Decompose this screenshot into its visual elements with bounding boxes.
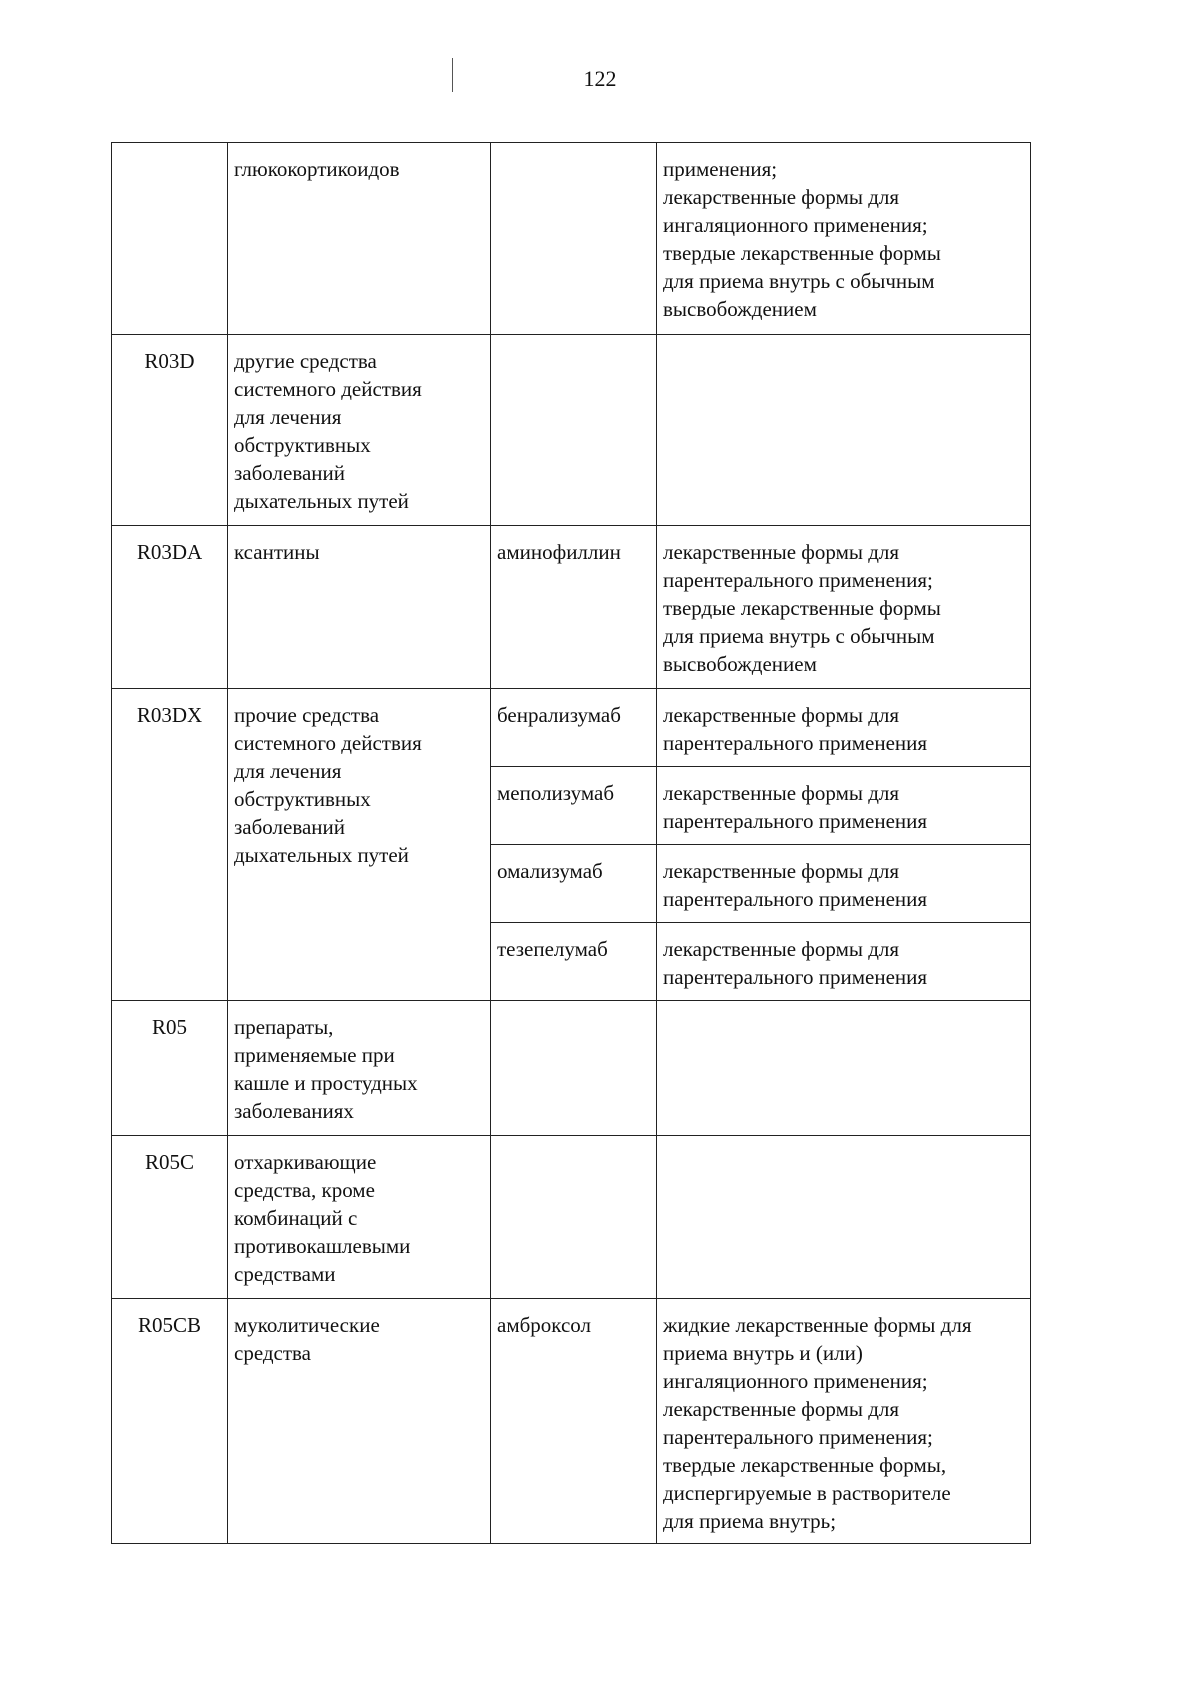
group-cell: препараты, применяемые при кашле и простудных заболеваниях [228,1001,491,1136]
drug-cell: омализумаб [491,845,657,923]
dosage-forms-cell [657,335,1031,526]
drug-cell [491,335,657,526]
drug-cell: бенрализумаб [491,689,657,767]
drug-cell: аминофиллин [491,526,657,689]
table-row [112,1299,1031,1544]
page-number: 122 [583,66,617,91]
drug-cell: меполизумаб [491,767,657,845]
drug-cell: амброксол [491,1299,657,1544]
drug-cell: тезепелумаб [491,923,657,1001]
dosage-forms-cell [657,1001,1031,1136]
atc-code-cell: R05 [112,1001,228,1136]
dosage-forms-cell: лекарственные формы для парентерального применения [657,767,1031,845]
group-cell: другие средства системного действия для лечения обструктивных заболеваний дыхательных путей [228,335,491,526]
group-cell: прочие средства системного действия для лечения обструктивных заболеваний дыхательных путей [228,689,491,1001]
table-row [112,1001,1031,1136]
drug-cell [491,143,657,335]
dosage-forms-cell [657,1136,1031,1299]
dosage-forms-cell: лекарственные формы для парентерального применения [657,923,1031,1001]
dosage-forms-cell: лекарственные формы для парентерального применения [657,689,1031,767]
atc-code-cell: R03DA [112,526,228,689]
group-cell: ксантины [228,526,491,689]
drug-cell [491,1001,657,1136]
atc-code-cell [112,143,228,335]
group-cell: отхаркивающие средства, кроме комбинаций с противокашлевыми средствами [228,1136,491,1299]
atc-code-cell: R05C [112,1136,228,1299]
atc-code-cell: R05CB [112,1299,228,1544]
table-row [112,335,1031,526]
dosage-forms-cell: жидкие лекарственные формы для приема внутрь и (или) ингаляционного применения; лекарственные формы для парентерального применения; твердые лекарственные формы, диспергируемые в растворителе для приема внутрь; [657,1299,1031,1544]
dosage-forms-cell: применения; лекарственные формы для ингаляционного применения; твердые лекарственные формы для приема внутрь с обычным высвобождением [657,143,1031,335]
table-row [112,526,1031,689]
table-row [112,143,1031,335]
dosage-forms-cell: лекарственные формы для парентерального применения [657,845,1031,923]
atc-code-cell: R03DX [112,689,228,1001]
drug-cell [491,1136,657,1299]
atc-code-cell: R03D [112,335,228,526]
group-cell: глюкокортикоидов [228,143,491,335]
dosage-forms-cell: лекарственные формы для парентерального применения; твердые лекарственные формы для приема внутрь с обычным высвобождением [657,526,1031,689]
group-cell: муколитические средства [228,1299,491,1544]
drug-table [111,142,1031,1544]
table-row [112,1136,1031,1299]
table-row [112,689,1031,767]
